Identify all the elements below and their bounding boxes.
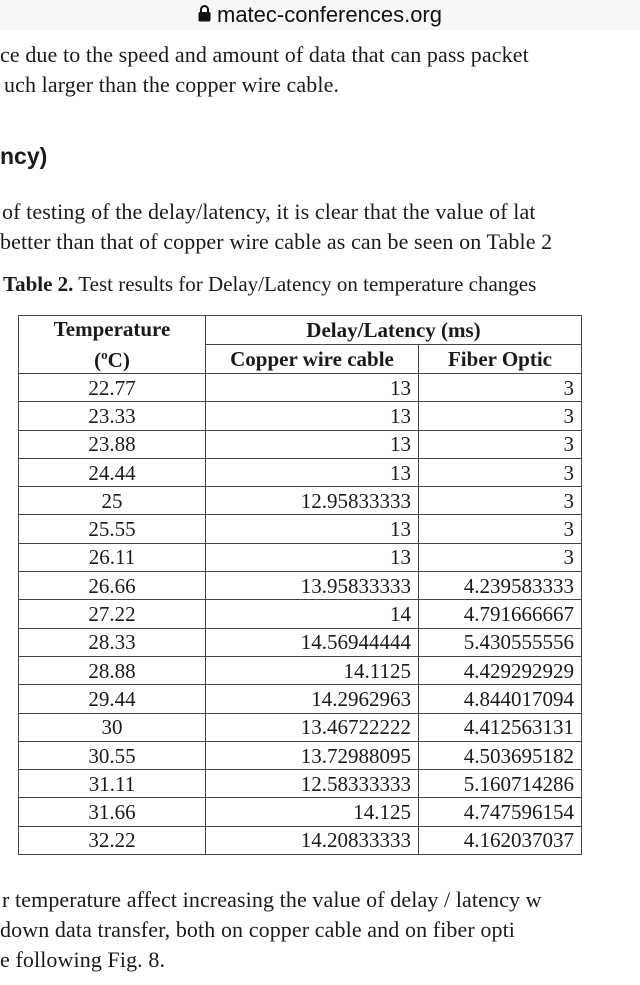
cell-temperature: 24.44 [19, 458, 206, 486]
cell-copper: 14.2962963 [206, 685, 419, 713]
cell-copper: 14.125 [206, 798, 419, 826]
intro-line-2: uch larger than the copper wire cable. [4, 72, 340, 97]
cell-fiber: 3 [419, 374, 582, 402]
outro-line-1: r temperature affect increasing the value of delay / latency w [2, 887, 542, 912]
header-temperature: Temperature ($^o$C) [19, 316, 206, 374]
table-row [19, 543, 582, 571]
table-row [19, 741, 582, 769]
cell-fiber: 4.503695182 [419, 741, 582, 769]
cell-fiber: 3 [419, 487, 582, 515]
cell-temperature: 25.55 [19, 515, 206, 543]
cell-copper: 13 [206, 515, 419, 543]
cell-copper: 13 [206, 374, 419, 402]
cell-fiber: 4.239583333 [419, 572, 582, 600]
table-caption-label: Table 2. [3, 272, 74, 296]
cell-copper: 12.58333333 [206, 770, 419, 798]
outro-line-3: e following Fig. 8. [0, 947, 166, 972]
header-delay-latency: Delay/Latency (ms) [206, 316, 582, 345]
cell-fiber: 3 [419, 515, 582, 543]
cell-temperature: 27.22 [19, 600, 206, 628]
cell-temperature: 28.33 [19, 628, 206, 656]
cell-fiber: 4.844017094 [419, 685, 582, 713]
header-fiber: Fiber Optic [419, 345, 582, 374]
cell-copper: 13 [206, 458, 419, 486]
cell-copper: 14 [206, 600, 419, 628]
table-row [19, 628, 582, 656]
cell-fiber: 3 [419, 430, 582, 458]
table-caption [3, 272, 536, 297]
cell-temperature: 30 [19, 713, 206, 741]
cell-copper: 13 [206, 430, 419, 458]
table-body [19, 374, 582, 855]
paragraph-line-1: of testing of the delay/latency, it is clear that the value of lat [2, 199, 536, 224]
table-row [19, 458, 582, 486]
table-row [19, 402, 582, 430]
table-row [19, 487, 582, 515]
lock-icon [198, 2, 211, 28]
table-row [19, 685, 582, 713]
header-copper: Copper wire cable [206, 345, 419, 374]
cell-temperature: 31.11 [19, 770, 206, 798]
cell-copper: 12.95833333 [206, 487, 419, 515]
cell-temperature: 23.88 [19, 430, 206, 458]
outro-line-2: down data transfer, both on copper cable and on fiber opti [0, 917, 516, 942]
results-table [18, 315, 582, 855]
cell-copper: 13.72988095 [206, 741, 419, 769]
intro-line-1: ce due to the speed and amount of data that can pass packet [0, 42, 529, 67]
cell-fiber: 4.791666667 [419, 600, 582, 628]
temperature-unit: ($^o$C) [94, 347, 130, 372]
cell-copper: 13.95833333 [206, 572, 419, 600]
cell-copper: 13 [206, 543, 419, 571]
cell-temperature: 30.55 [19, 741, 206, 769]
cell-temperature: 28.88 [19, 656, 206, 684]
cell-copper: 14.1125 [206, 656, 419, 684]
cell-copper: 13.46722222 [206, 713, 419, 741]
table-row [19, 515, 582, 543]
table-row [19, 798, 582, 826]
cell-fiber: 5.160714286 [419, 770, 582, 798]
paragraph-line-2: better than that of copper wire cable as can be seen on Table 2 [0, 229, 553, 254]
cell-fiber: 4.429292929 [419, 656, 582, 684]
table-row [19, 374, 582, 402]
cell-copper: 14.56944444 [206, 628, 419, 656]
table-row [19, 826, 582, 854]
cell-temperature: 26.11 [19, 543, 206, 571]
table-row [19, 430, 582, 458]
cell-temperature: 29.44 [19, 685, 206, 713]
cell-copper: 13 [206, 402, 419, 430]
cell-fiber: 3 [419, 458, 582, 486]
table-row [19, 572, 582, 600]
cell-fiber: 3 [419, 402, 582, 430]
cell-temperature: 25 [19, 487, 206, 515]
table-row [19, 770, 582, 798]
url-text[interactable]: matec-conferences.org [217, 2, 442, 27]
address-bar[interactable] [0, 0, 640, 30]
cell-fiber: 4.162037037 [419, 826, 582, 854]
table-row [19, 656, 582, 684]
cell-fiber: 4.412563131 [419, 713, 582, 741]
cell-temperature: 26.66 [19, 572, 206, 600]
table-caption-text: Test results for Delay/Latency on temperature changes [73, 272, 537, 296]
cell-copper: 14.20833333 [206, 826, 419, 854]
cell-temperature: 23.33 [19, 402, 206, 430]
section-heading: ncy) [0, 143, 48, 169]
table-row [19, 713, 582, 741]
cell-fiber: 3 [419, 543, 582, 571]
cell-temperature: 32.22 [19, 826, 206, 854]
cell-temperature: 31.66 [19, 798, 206, 826]
cell-fiber: 5.430555556 [419, 628, 582, 656]
cell-temperature: 22.77 [19, 374, 206, 402]
cell-fiber: 4.747596154 [419, 798, 582, 826]
table-row [19, 600, 582, 628]
